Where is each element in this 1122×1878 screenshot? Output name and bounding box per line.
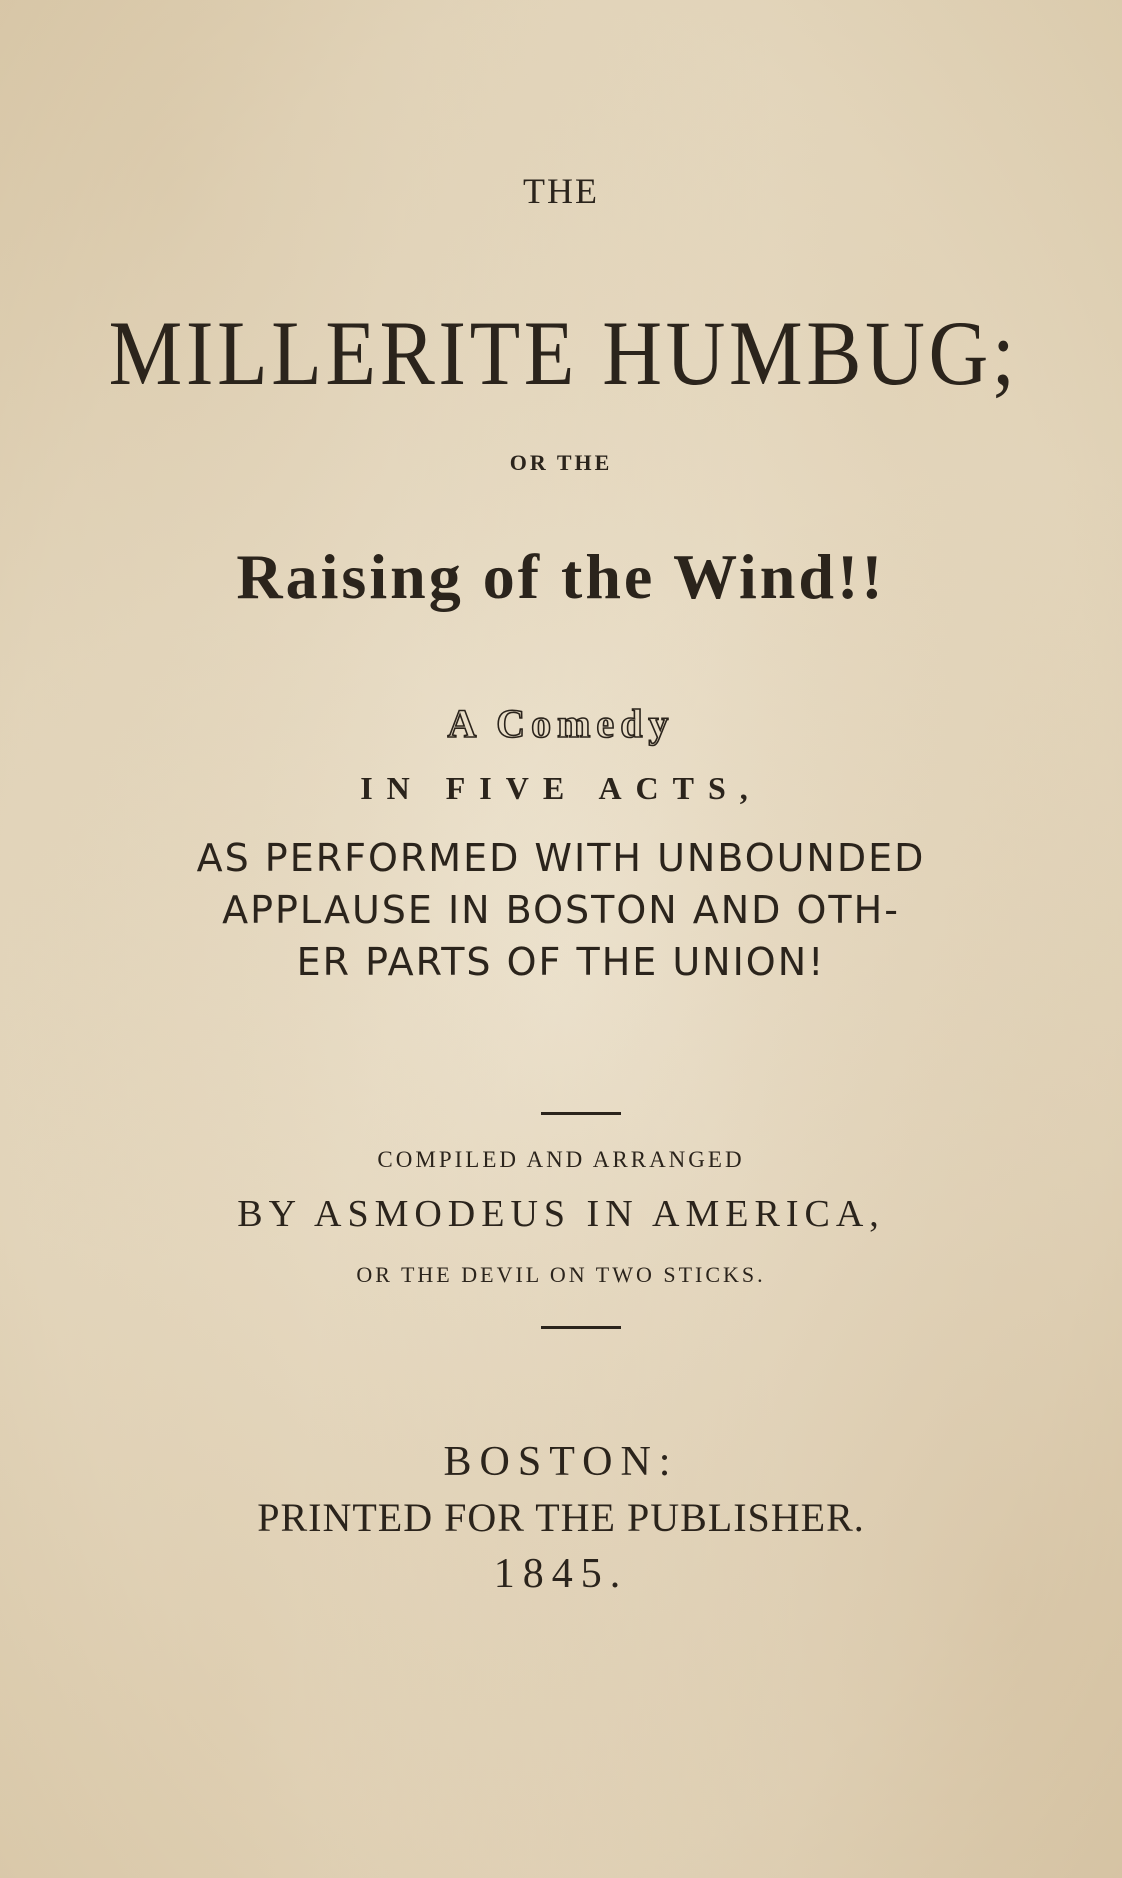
compiled-line: COMPILED AND ARRANGED (377, 1147, 745, 1172)
performance-note-line-2: APPLAUSE IN BOSTON AND OTH- (222, 888, 900, 932)
divider-rule (541, 1112, 621, 1115)
author-alias-line: OR THE DEVIL ON TWO STICKS. (356, 1262, 766, 1287)
imprint-printer: PRINTED FOR THE PUBLISHER. (257, 1495, 865, 1540)
performance-note-line-1: AS PERFORMED WITH UNBOUNDED (196, 836, 926, 880)
title-connector: OR THE (509, 450, 613, 475)
subtitle: Raising of the Wind!! (236, 541, 886, 612)
performance-note-line-3: ER PARTS OF THE UNION! (296, 940, 826, 984)
acts-line: IN FIVE ACTS, (360, 770, 762, 806)
author-line: BY ASMODEUS IN AMERICA, (237, 1193, 885, 1235)
main-title: MILLERITE HUMBUG; (108, 302, 1019, 404)
genre-line: A Comedy (447, 701, 675, 746)
title-article: THE (523, 171, 599, 211)
imprint-year: 1845. (493, 1551, 629, 1597)
imprint-place: BOSTON: (443, 1439, 679, 1485)
divider-rule (541, 1326, 621, 1329)
